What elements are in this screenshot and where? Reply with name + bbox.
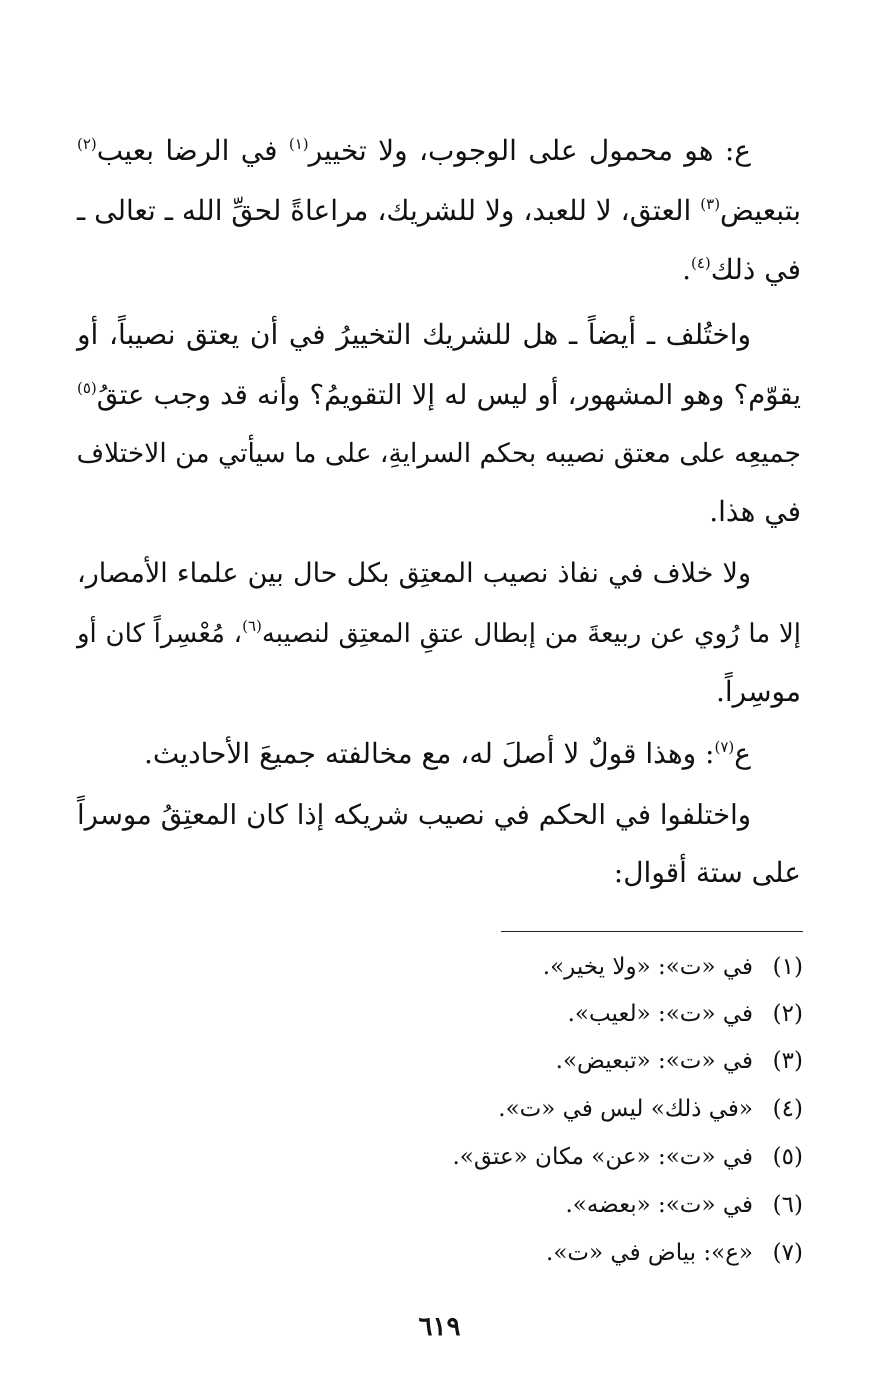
footnote-text: في «ت»: «لعيب». [567, 1001, 753, 1027]
footnote-text: في «ت»: «ولا يخير». [542, 954, 753, 980]
text-run: ، مُعْسِراً كان أو [77, 619, 243, 649]
footnote [568, 997, 803, 1031]
footnote-ref: (٦) [242, 617, 262, 635]
body-line [77, 734, 751, 774]
footnote-text: في «ت»: «تبعيض». [555, 1048, 753, 1074]
footnote [565, 1188, 803, 1222]
footnote-ref: (٧) [714, 738, 735, 756]
footnote-number: (٧) [772, 1240, 803, 1266]
footnote-number: (١) [772, 954, 803, 980]
text-run: في الرضا بعيب [96, 134, 289, 167]
footnote-ref: (٣) [700, 195, 721, 213]
footnote-ref: (٢) [77, 135, 97, 153]
body-line: واختُلف ـ أيضاً ـ هل للشريك التخييرُ في أن يعتق نصيباً، أو [77, 318, 751, 351]
body-line: ولا خلاف في نفاذ نصيب المعتِق بكل حال بين علماء الأمصار، [77, 558, 751, 589]
text-run: : وهذا قولٌ لا أصلَ له، مع مخالفته جميعَ الأحاديث. [143, 737, 715, 770]
footnote-number: (٣) [772, 1048, 803, 1074]
body-line: في هذا. [709, 495, 801, 528]
footnote [543, 950, 803, 984]
text-run: . [682, 253, 691, 286]
body-line: على ستة أقوال: [613, 856, 801, 889]
text-run: في ذلك [710, 253, 801, 286]
body-line: جميعِه على معتق نصيبه بحكم السرايةِ، على ما سيأتي من الاختلاف [76, 438, 801, 469]
footnote [546, 1236, 803, 1270]
footnote-ref: (١) [288, 135, 309, 153]
text-run: ع [734, 737, 751, 770]
text-run: بتبعيض [720, 194, 801, 227]
footnote [452, 1140, 803, 1174]
footnote-separator [501, 931, 803, 932]
text-run: العتق، لا للعبد، ولا للشريك، مراعاةً لحقِّ الله ـ تعالى ـ [77, 194, 701, 227]
footnote-text: «في ذلك» ليس في «ت». [498, 1096, 753, 1122]
body-line [77, 375, 801, 415]
body-line [77, 191, 801, 231]
footnote-text: في «ت»: «بعضه». [565, 1192, 753, 1218]
footnote-number: (٦) [772, 1192, 803, 1218]
footnote-number: (٢) [772, 1001, 803, 1027]
footnote-text: في «ت»: «عن» مكان «عتق». [452, 1144, 753, 1170]
text-run: إلا ما رُوي عن ربيعةَ من إبطال عتقِ المعتِق لنصيبه [261, 619, 802, 649]
footnote-ref: (٥) [77, 379, 97, 397]
footnote [556, 1044, 803, 1078]
footnote-text: «ع»: بياض في «ت». [546, 1240, 753, 1266]
footnote-number: (٥) [772, 1144, 803, 1170]
footnote [498, 1092, 803, 1126]
footnote-ref: (٤) [690, 254, 711, 272]
body-line [77, 131, 751, 171]
body-line [77, 250, 801, 290]
text-run: يقوّم؟ وهو المشهور، أو ليس له إلا التقويمُ؟ وأنه قد وجب عتقُ [96, 379, 801, 411]
footnote-number: (٤) [772, 1096, 803, 1122]
text-run: ع: هو محمول على الوجوب، ولا تخيير [308, 134, 752, 167]
page-number: ٦١٩ [418, 1312, 461, 1342]
body-line: موسِراً. [715, 675, 801, 708]
body-line: واختلفوا في الحكم في نصيب شريكه إذا كان المعتِقُ موسراً [77, 799, 751, 831]
body-line [77, 614, 801, 654]
